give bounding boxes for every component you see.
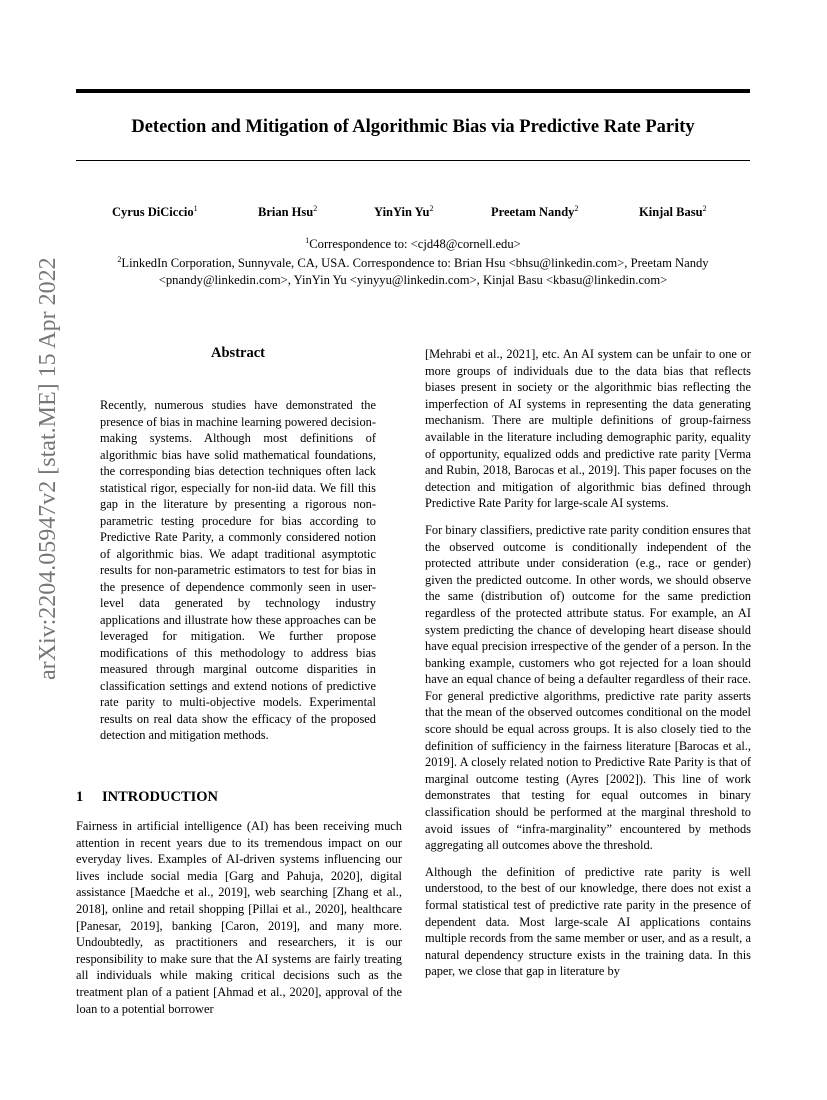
- author-1: Cyrus DiCiccio$^1$: [112, 204, 198, 219]
- top-rule: [76, 89, 750, 93]
- right-column-text: [425, 346, 751, 980]
- affiliation-2: $^2$LinkedIn Corporation, Sunnyvale, CA, USA. Correspondence to: Brian Hsu <bhsu@linkedin.com>, Preetam Nandy <pnandy@linkedin.com>, YinYin Yu <yinyyu@linkedin.com>, Kinjal Basu <kbasu@linkedin.com>: [117, 255, 709, 287]
- abstract-text: Recently, numerous studies have demonstrated the presence of bias in machine learning powered decision-making systems. Although most definitions of algorithmic bias have solid mathematical foundations, the corresponding bias detection techniques often lack statistical rigor, especially for non-iid data. We fill this gap in the literature by presenting a rigorous non-parametric testing procedure for bias according to Predictive Rate Parity, a commonly considered notion of algorithmic bias. We adapt traditional asymptotic results for non-parametric estimators to test for bias in the presence of dependence commonly seen in user-level data generated by technology industry applications and illustrate how these approaches can be leveraged for mitigation. We further propose modifications of this methodology to address bias measured through marginal outcome disparities in classification settings and extend notions of predictive rate parity to multi-objective models. Experimental results on real data show the efficacy of the proposed detection and mitigation methods.: [100, 398, 376, 742]
- author-2: Brian Hsu$^2$: [258, 204, 318, 219]
- left-column-text: [76, 818, 402, 1017]
- abstract-heading: Abstract: [211, 345, 265, 361]
- section-number: 1: [76, 789, 84, 805]
- author-3: YinYin Yu$^2$: [374, 204, 434, 219]
- section-title: INTRODUCTION: [102, 789, 219, 805]
- intro-paragraph-2: [Mehrabi et al., 2021], etc. An AI system can be unfair to one or more groups of individuals due to the data bias that reflects biases present in society or the algorithmic bias reflecting the imperfection of AI systems in representing the data generating mechanism. There are multiple definitions of group-fairness available in the literature including demographic parity, equality of opportunity, equalized odds and predictive rate parity [Verma and Rubin, 2018, Barocas et al., 2019]. This paper focuses on the detection and mitigation of algorithmic bias defined through Predictive Rate Parity for large-scale AI systems.: [425, 347, 751, 511]
- intro-paragraph-1: Fairness in artificial intelligence (AI) has been receiving much attention in recent years due to its tremendous impact on our everyday lives. Examples of AI-driven systems influencing our lives include social media [Garg and Pahuja, 2020], digital assistance [Maedche et al., 2019], web searching [Zhang et al., 2018], online and retail shopping [Pillai et al., 2020], healthcare [Panesar, 2019], banking [Caron, 2019], and many more. Undoubtedly, as practitioners and researchers, it is our responsibility to make sure that the AI systems are fairly treating all individuals while making critical decisions such as the treatment plan of a patient [Ahmad et al., 2020], approval of the loan to a potential borrower: [76, 819, 402, 1016]
- title-bottom-rule: [76, 160, 750, 161]
- paper-title: Detection and Mitigation of Algorithmic Bias via Predictive Rate Parity: [131, 117, 695, 137]
- affiliation-1: $^1$Correspondence to: <cjd48@cornell.edu>: [305, 236, 521, 251]
- author-list: [76, 205, 750, 223]
- intro-paragraph-4: Although the definition of predictive rate parity is well understood, to the best of our knowledge, there does not exist a formal statistical test of predictive rate parity in the presence of dependent data. Most large-scale AI applications contains multiple records from the same member or user, and as a result, a natural dependency structure exists in the training data. In this paper, we close that gap in literature by: [425, 864, 751, 979]
- author-5: Kinjal Basu$^2$: [639, 204, 707, 219]
- arxiv-stamp: arXiv:2204.05947v2 [stat.ME] 15 Apr 2022: [35, 257, 61, 680]
- section-heading: [76, 789, 218, 806]
- intro-paragraph-3: For binary classifiers, predictive rate parity condition ensures that the observed outcome is conditionally independent of the protected attribute under consideration (e.g., race or gender) given the predicted outcome. In other words, we should observe the same (distribution of) outcome for the same prediction regardless of the protected attribute status. For example, an AI system predicting the chance of developing heart disease should have equal precision irrespective of the gender of a person. In the banking example, customers who got rejected for a loan should have an equal chance of being a defaulter regardless of their race. For general predictive algorithms, predictive rate parity asserts that the mean of the observed outcomes conditional on the model score should be equal across groups. It is also closely tied to the definition of sufficiency in the fairness literature [Barocas et al., 2019]. A closely related notion to Predictive Rate Parity is that of marginal outcome testing (Ayres [2002]). This line of work demonstrates that testing for equal outcomes in binary classification should be performed at the marginal threshold to avoid issues of “infra-marginality” encountered by methods aggregating all outcomes above the threshold.: [425, 522, 751, 853]
- author-4: Preetam Nandy$^2$: [491, 204, 579, 219]
